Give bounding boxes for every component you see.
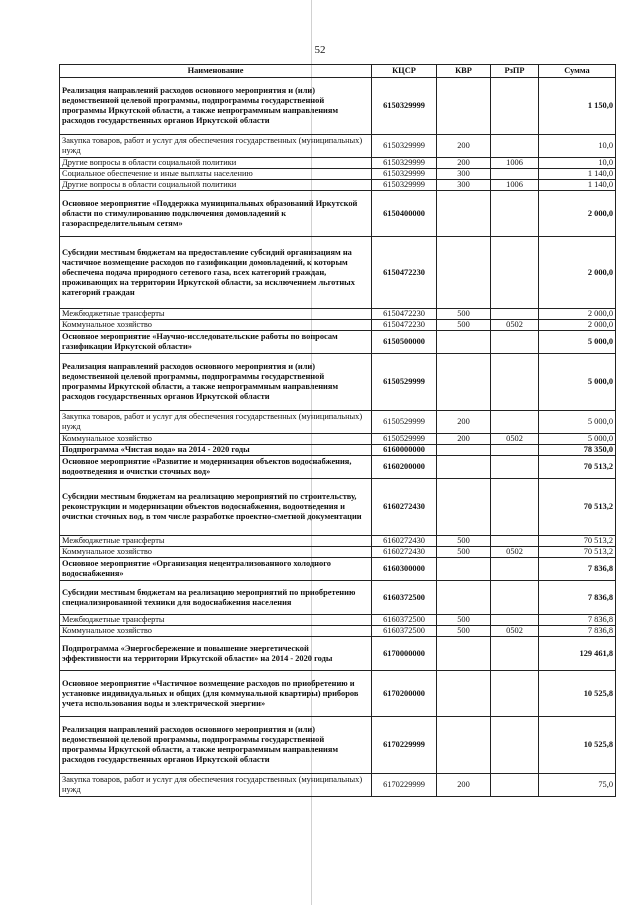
cell-kvr xyxy=(437,581,491,615)
cell-name: Закупка товаров, работ и услуг для обеспечения государственных (муниципальных) нужд xyxy=(60,135,372,158)
cell-rzpr xyxy=(491,411,539,434)
table-row xyxy=(60,320,616,331)
cell-kcsr: 6160272430 xyxy=(372,536,437,547)
cell-kcsr: 6160372500 xyxy=(372,615,437,626)
cell-kvr: 500 xyxy=(437,309,491,320)
cell-kcsr: 6150400000 xyxy=(372,191,437,237)
cell-sum: 10,0 xyxy=(539,135,616,158)
cell-sum: 1 140,0 xyxy=(539,180,616,191)
cell-kcsr: 6160372500 xyxy=(372,626,437,637)
cell-name: Реализация направлений расходов основного мероприятия и (или) ведомственной целевой программы, подпрограммы государственной программы Иркутской области, а также непрограммным направлениям расходов государственных органов Иркутской области xyxy=(60,717,372,774)
cell-kcsr: 6170200000 xyxy=(372,671,437,717)
cell-rzpr xyxy=(491,456,539,479)
cell-rzpr xyxy=(491,169,539,180)
table-row xyxy=(60,581,616,615)
cell-kvr xyxy=(437,717,491,774)
cell-name: Подпрограмма «Чистая вода» на 2014 - 2020 годы xyxy=(60,445,372,456)
cell-rzpr: 0502 xyxy=(491,626,539,637)
table-row xyxy=(60,536,616,547)
cell-name: Социальное обеспечение и иные выплаты населению xyxy=(60,169,372,180)
cell-rzpr xyxy=(491,331,539,354)
cell-sum: 5 000,0 xyxy=(539,434,616,445)
cell-kvr xyxy=(437,671,491,717)
cell-kcsr: 6150472230 xyxy=(372,237,437,309)
cell-name: Другие вопросы в области социальной политики xyxy=(60,180,372,191)
cell-name: Основное мероприятие «Научно-исследовательские работы по вопросам газификации Иркутской области» xyxy=(60,331,372,354)
cell-sum: 70 513,2 xyxy=(539,479,616,536)
cell-kvr xyxy=(437,637,491,671)
table-row xyxy=(60,158,616,169)
table-row xyxy=(60,411,616,434)
cell-rzpr xyxy=(491,309,539,320)
table-row xyxy=(60,354,616,411)
cell-kcsr: 6150529999 xyxy=(372,434,437,445)
cell-sum: 2 000,0 xyxy=(539,309,616,320)
cell-rzpr xyxy=(491,717,539,774)
header-rzpr: РзПР xyxy=(491,65,539,78)
cell-sum: 70 513,2 xyxy=(539,456,616,479)
cell-rzpr xyxy=(491,637,539,671)
cell-kcsr: 6160200000 xyxy=(372,456,437,479)
cell-kvr xyxy=(437,456,491,479)
cell-name: Закупка товаров, работ и услуг для обеспечения государственных (муниципальных) нужд xyxy=(60,774,372,797)
cell-kcsr: 6160272430 xyxy=(372,547,437,558)
cell-kvr xyxy=(437,558,491,581)
cell-kvr xyxy=(437,237,491,309)
cell-kcsr: 6150529999 xyxy=(372,354,437,411)
cell-name: Коммунальное хозяйство xyxy=(60,626,372,637)
cell-rzpr: 0502 xyxy=(491,434,539,445)
table-row xyxy=(60,237,616,309)
cell-sum: 1 150,0 xyxy=(539,78,616,135)
table-row xyxy=(60,78,616,135)
table-row xyxy=(60,626,616,637)
cell-sum: 2 000,0 xyxy=(539,237,616,309)
table-row xyxy=(60,615,616,626)
cell-sum: 70 513,2 xyxy=(539,547,616,558)
cell-sum: 2 000,0 xyxy=(539,320,616,331)
header-sum: Сумма xyxy=(539,65,616,78)
cell-name: Подпрограмма «Энергосбережение и повышение энергетической эффективности на территории Иркутской области» на 2014 - 2020 годы xyxy=(60,637,372,671)
table-row xyxy=(60,774,616,797)
cell-sum: 10,0 xyxy=(539,158,616,169)
cell-sum: 1 140,0 xyxy=(539,169,616,180)
cell-rzpr: 1006 xyxy=(491,158,539,169)
cell-sum: 5 000,0 xyxy=(539,411,616,434)
cell-name: Другие вопросы в области социальной политики xyxy=(60,158,372,169)
cell-name: Основное мероприятие «Организация нецентрализованного холодного водоснабжения» xyxy=(60,558,372,581)
cell-rzpr xyxy=(491,671,539,717)
cell-rzpr xyxy=(491,237,539,309)
cell-rzpr xyxy=(491,558,539,581)
cell-kcsr: 6160272430 xyxy=(372,479,437,536)
cell-kvr: 200 xyxy=(437,774,491,797)
table-row xyxy=(60,434,616,445)
cell-kvr: 500 xyxy=(437,615,491,626)
cell-rzpr: 0502 xyxy=(491,547,539,558)
table-row xyxy=(60,445,616,456)
cell-sum: 75,0 xyxy=(539,774,616,797)
cell-kcsr: 6150472230 xyxy=(372,309,437,320)
cell-kcsr: 6150329999 xyxy=(372,78,437,135)
cell-rzpr: 0502 xyxy=(491,320,539,331)
cell-kvr: 200 xyxy=(437,135,491,158)
table-row xyxy=(60,717,616,774)
table-row xyxy=(60,331,616,354)
cell-rzpr xyxy=(491,78,539,135)
cell-sum: 129 461,8 xyxy=(539,637,616,671)
cell-rzpr xyxy=(491,354,539,411)
table-row xyxy=(60,456,616,479)
cell-name: Реализация направлений расходов основного мероприятия и (или) ведомственной целевой программы, подпрограммы государственной программы Иркутской области, а также непрограммным направлениям расходов государственных органов Иркутской области xyxy=(60,78,372,135)
cell-kvr xyxy=(437,445,491,456)
cell-kcsr: 6160300000 xyxy=(372,558,437,581)
cell-kvr: 500 xyxy=(437,547,491,558)
cell-name: Коммунальное хозяйство xyxy=(60,434,372,445)
cell-kcsr: 6170229999 xyxy=(372,774,437,797)
cell-sum: 78 350,0 xyxy=(539,445,616,456)
cell-name: Коммунальное хозяйство xyxy=(60,547,372,558)
cell-rzpr xyxy=(491,191,539,237)
cell-sum: 7 836,8 xyxy=(539,581,616,615)
cell-name: Субсидии местным бюджетам на предоставление субсидий организациям на частичное возмещение расходов по газификации домовладений, к которым обеспечена подача природного сетевого газа, всех категорий граждан, проживающих на территории Иркутской области, за исключением льготных категорий граждан xyxy=(60,237,372,309)
cell-kvr xyxy=(437,354,491,411)
cell-name: Субсидии местным бюджетам на реализацию мероприятий по строительству, реконструкции и модернизации объектов водоснабжения, водоотведения и очистки сточных вод, в том числе разработке проектно-сметной документации xyxy=(60,479,372,536)
cell-kcsr: 6160000000 xyxy=(372,445,437,456)
cell-rzpr xyxy=(491,135,539,158)
cell-name: Основное мероприятие «Развитие и модернизация объектов водоснабжения, водоотведения и очистки сточных вод» xyxy=(60,456,372,479)
cell-rzpr xyxy=(491,615,539,626)
cell-sum: 70 513,2 xyxy=(539,536,616,547)
cell-kvr: 500 xyxy=(437,536,491,547)
table-row xyxy=(60,180,616,191)
table-row xyxy=(60,169,616,180)
table-row xyxy=(60,191,616,237)
cell-sum: 7 836,8 xyxy=(539,615,616,626)
cell-rzpr xyxy=(491,445,539,456)
header-kvr: КВР xyxy=(437,65,491,78)
cell-name: Основное мероприятие «Поддержка муниципальных образований Иркутской области по стимулированию подключения домовладений к газораспределительным сетям» xyxy=(60,191,372,237)
cell-kvr xyxy=(437,479,491,536)
table-body xyxy=(60,78,616,797)
cell-kcsr: 6150329999 xyxy=(372,180,437,191)
cell-kcsr: 6170000000 xyxy=(372,637,437,671)
page-number: 52 xyxy=(314,44,326,56)
cell-kcsr: 6150329999 xyxy=(372,158,437,169)
budget-table xyxy=(59,64,616,797)
cell-kvr: 500 xyxy=(437,320,491,331)
cell-kvr: 300 xyxy=(437,169,491,180)
cell-rzpr xyxy=(491,774,539,797)
table-row xyxy=(60,671,616,717)
cell-kvr: 300 xyxy=(437,180,491,191)
cell-name: Реализация направлений расходов основного мероприятия и (или) ведомственной целевой программы, подпрограммы государственной программы Иркутской области, а также непрограммным направлениям расходов государственных органов Иркутской области xyxy=(60,354,372,411)
cell-kvr: 200 xyxy=(437,411,491,434)
header-kcsr: КЦСР xyxy=(372,65,437,78)
cell-kvr: 200 xyxy=(437,158,491,169)
cell-kcsr: 6150500000 xyxy=(372,331,437,354)
cell-sum: 7 836,8 xyxy=(539,626,616,637)
cell-name: Межбюджетные трансферты xyxy=(60,309,372,320)
cell-kvr: 500 xyxy=(437,626,491,637)
cell-kcsr: 6150329999 xyxy=(372,135,437,158)
cell-kvr xyxy=(437,191,491,237)
table-row xyxy=(60,637,616,671)
cell-name: Коммунальное хозяйство xyxy=(60,320,372,331)
cell-rzpr xyxy=(491,479,539,536)
table-row xyxy=(60,547,616,558)
cell-kcsr: 6150329999 xyxy=(372,169,437,180)
cell-sum: 5 000,0 xyxy=(539,331,616,354)
cell-kcsr: 6160372500 xyxy=(372,581,437,615)
cell-rzpr xyxy=(491,536,539,547)
table-row xyxy=(60,135,616,158)
cell-name: Закупка товаров, работ и услуг для обеспечения государственных (муниципальных) нужд xyxy=(60,411,372,434)
cell-sum: 5 000,0 xyxy=(539,354,616,411)
cell-name: Основное мероприятие «Частичное возмещение расходов по приобретению и установке индивидуальных и общих (для коммунальной квартиры) приборов учета использования воды и электрической энергии» xyxy=(60,671,372,717)
cell-sum: 7 836,8 xyxy=(539,558,616,581)
cell-name: Межбюджетные трансферты xyxy=(60,615,372,626)
header-name: Наименование xyxy=(60,65,372,78)
table-row xyxy=(60,479,616,536)
cell-kvr: 200 xyxy=(437,434,491,445)
cell-sum: 2 000,0 xyxy=(539,191,616,237)
table-header-row xyxy=(60,65,616,78)
cell-name: Межбюджетные трансферты xyxy=(60,536,372,547)
cell-sum: 10 525,8 xyxy=(539,671,616,717)
cell-kvr xyxy=(437,78,491,135)
cell-name: Субсидии местным бюджетам на реализацию мероприятий по приобретению специализированной техники для водоснабжения населения xyxy=(60,581,372,615)
cell-rzpr: 1006 xyxy=(491,180,539,191)
cell-kcsr: 6150529999 xyxy=(372,411,437,434)
cell-sum: 10 525,8 xyxy=(539,717,616,774)
cell-kcsr: 6170229999 xyxy=(372,717,437,774)
table-row xyxy=(60,558,616,581)
table-row xyxy=(60,309,616,320)
cell-kcsr: 6150472230 xyxy=(372,320,437,331)
cell-rzpr xyxy=(491,581,539,615)
cell-kvr xyxy=(437,331,491,354)
